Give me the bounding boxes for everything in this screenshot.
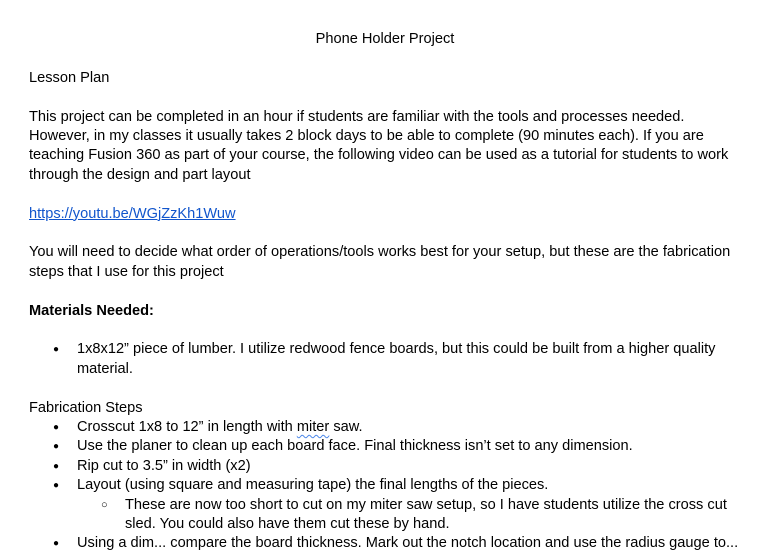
spacer (29, 379, 741, 398)
list-item (29, 476, 741, 534)
step1-text-before: Crosscut 1x8 to 12” in length with (77, 419, 297, 436)
spacer (29, 88, 741, 107)
materials-list (29, 340, 741, 379)
list-item: ● Using a dim... compare the board thickness. Mark out the notch location and use the radius gauge to... (29, 534, 741, 553)
step4-sublist (29, 496, 741, 535)
list-item (29, 418, 741, 437)
spacer (29, 282, 741, 301)
decide-paragraph: You will need to decide what order of operations/tools works best for your setup, but these are the fabrication steps that I use for this project (29, 244, 731, 280)
list-item: ○ These are now too short to cut on my miter saw setup, so I have students utilize the cross cut sled. You could also have them cut these by hand. (77, 496, 741, 535)
document-page (29, 30, 741, 554)
spacer (29, 185, 741, 204)
list-item: ● Use the planer to clean up each board face. Final thickness isn’t set to any dimension. (29, 437, 741, 456)
intro-paragraph: This project can be completed in an hour if students are familiar with the tools and processes needed. However, in my classes it usually takes 2 block days to be able to complete (90 minutes each). If you are teaching Fusion 360 as part of your course, the following video can be used as a tutorial for students to work through the design and part layout (29, 108, 729, 183)
lesson-plan-heading: Lesson Plan (29, 69, 110, 86)
fabrication-steps-list (29, 418, 741, 554)
step4-text: Layout (using square and measuring tape) the final lengths of the pieces. (77, 477, 549, 494)
video-link-line (29, 205, 741, 224)
materials-heading: Materials Needed: (29, 302, 154, 319)
fabrication-heading: Fabrication Steps (29, 399, 143, 416)
video-link[interactable]: https://youtu.be/WGjZzKh1Wuw (29, 205, 236, 222)
document-title: Phone Holder Project (315, 31, 455, 47)
step1-text-after: saw. (329, 419, 363, 436)
spellcheck-word[interactable]: miter (296, 419, 330, 436)
list-item: ● Rip cut to 3.5” in width (x2) (29, 457, 741, 476)
spacer (29, 224, 741, 243)
spacer (29, 321, 741, 340)
list-item: ● 1x8x12” piece of lumber. I utilize redwood fence boards, but this could be built from a higher quality material. (29, 340, 741, 379)
